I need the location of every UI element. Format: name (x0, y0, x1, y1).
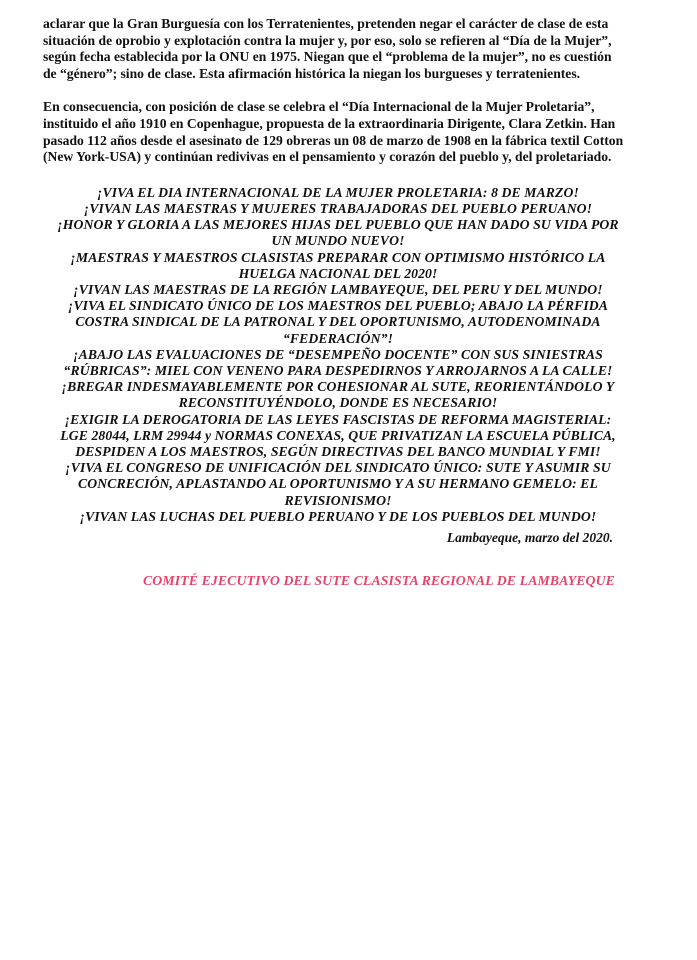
slogan-line: ¡MAESTRAS Y MAESTROS CLASISTAS PREPARAR CON OPTIMISMO HISTÓRICO LA (70, 249, 606, 265)
text-line: En consecuencia, con posición de clase se celebra el “Día Internacional de la Mujer Proletaria”, (43, 99, 595, 115)
text-line: (New York-USA) y continúan redivivas en el pensamiento y corazón del pueblo y, del proletariado. (43, 149, 612, 165)
paragraph-intro (43, 16, 633, 82)
text-line: de “género”; sino de clase. Esta afirmación histórica la niegan los burgueses y terratenientes. (43, 65, 581, 81)
slogan-line: ¡VIVA EL DIA INTERNACIONAL DE LA MUJER PROLETARIA: 8 DE MARZO! (97, 184, 579, 200)
slogan-line: COSTRA SINDICAL DE LA PATRONAL Y DEL OPORTUNISMO, AUTODENOMINADA (75, 314, 601, 330)
paragraph-consequence (43, 99, 633, 165)
slogan-line: “RÚBRICAS”: MIEL CON VENENO PARA DESPEDIRNOS Y ARROJARNOS A LA CALLE! (63, 362, 613, 378)
text-line: según fecha establecida por la ONU en 1975. Niegan que el “problema de la mujer”, no es cuestión (43, 49, 612, 65)
slogan-line: ¡VIVAN LAS MAESTRAS DE LA REGIÓN LAMBAYEQUE, DEL PERU Y DEL MUNDO! (73, 281, 603, 297)
slogan-line: ¡VIVA EL SINDICATO ÚNICO DE LOS MAESTROS DEL PUEBLO; ABAJO LA PÉRFIDA (68, 298, 608, 314)
slogans-block (43, 185, 633, 525)
slogan-line: CONCRECIÓN, APLASTANDO AL OPORTUNISMO Y A SU HERMANO GEMELO: EL (78, 476, 598, 492)
text-line: pasado 112 años desde el asesinato de 129 obreras un 08 de marzo de 1908 en la fábrica textil Cotton (43, 132, 624, 148)
slogan-line: ¡VIVAN LAS LUCHAS DEL PUEBLO PERUANO Y DE LOS PUEBLOS DEL MUNDO! (79, 508, 597, 524)
text-line: aclarar que la Gran Burguesía con los Terratenientes, pretenden negar el carácter de clase de esta (43, 16, 609, 31)
text-line: instituido el año 1910 en Copenhague, propuesta de la extraordinaria Dirigente, Clara Zetkin. Han (43, 115, 616, 131)
slogan-line: DESPIDEN A LOS MAESTROS, SEGÚN DIRECTIVAS DEL BANCO MUNDIAL Y FMI! (75, 444, 601, 459)
slogan-line: LGE 28044, LRM 29944 y NORMAS CONEXAS, QUE PRIVATIZAN LA ESCUELA PÚBLICA, (60, 427, 616, 443)
slogan-line: “FEDERACIÓN”! (282, 330, 394, 346)
signature-committee: COMITÉ EJECUTIVO DEL SUTE CLASISTA REGIONAL DE LAMBAYEQUE (143, 573, 615, 588)
slogan-line: ¡VIVA EL CONGRESO DE UNIFICACIÓN DEL SINDICATO ÚNICO: SUTE Y ASUMIR SU (65, 460, 611, 476)
place-date: Lambayeque, marzo del 2020. (446, 530, 613, 545)
text-line: situación de oprobio y explotación contra la mujer y, por eso, solo se refieren al “Día de la Mujer”, (43, 32, 612, 48)
slogan-line: ¡VIVAN LAS MAESTRAS Y MUJERES TRABAJADORAS DEL PUEBLO PERUANO! (83, 200, 593, 216)
slogan-line: ¡ABAJO LAS EVALUACIONES DE “DESEMPEÑO DOCENTE” CON SUS SINIESTRAS (73, 346, 603, 362)
slogan-line: UN MUNDO NUEVO! (271, 233, 405, 249)
slogan-line: ¡BREGAR INDESMAYABLEMENTE POR COHESIONAR AL SUTE, REORIENTÁNDOLO Y (61, 379, 615, 395)
slogan-line: RECONSTITUYÉNDOLO, DONDE ES NECESARIO! (178, 395, 498, 411)
slogan-line: ¡HONOR Y GLORIA A LAS MEJORES HIJAS DEL PUEBLO QUE HAN DADO SU VIDA POR (57, 217, 619, 233)
slogan-line: ¡EXIGIR LA DEROGATORIA DE LAS LEYES FASCISTAS DE REFORMA MAGISTERIAL: (64, 411, 612, 427)
slogan-line: REVISIONISMO! (284, 492, 392, 508)
slogan-line: HUELGA NACIONAL DEL 2020! (238, 265, 438, 281)
